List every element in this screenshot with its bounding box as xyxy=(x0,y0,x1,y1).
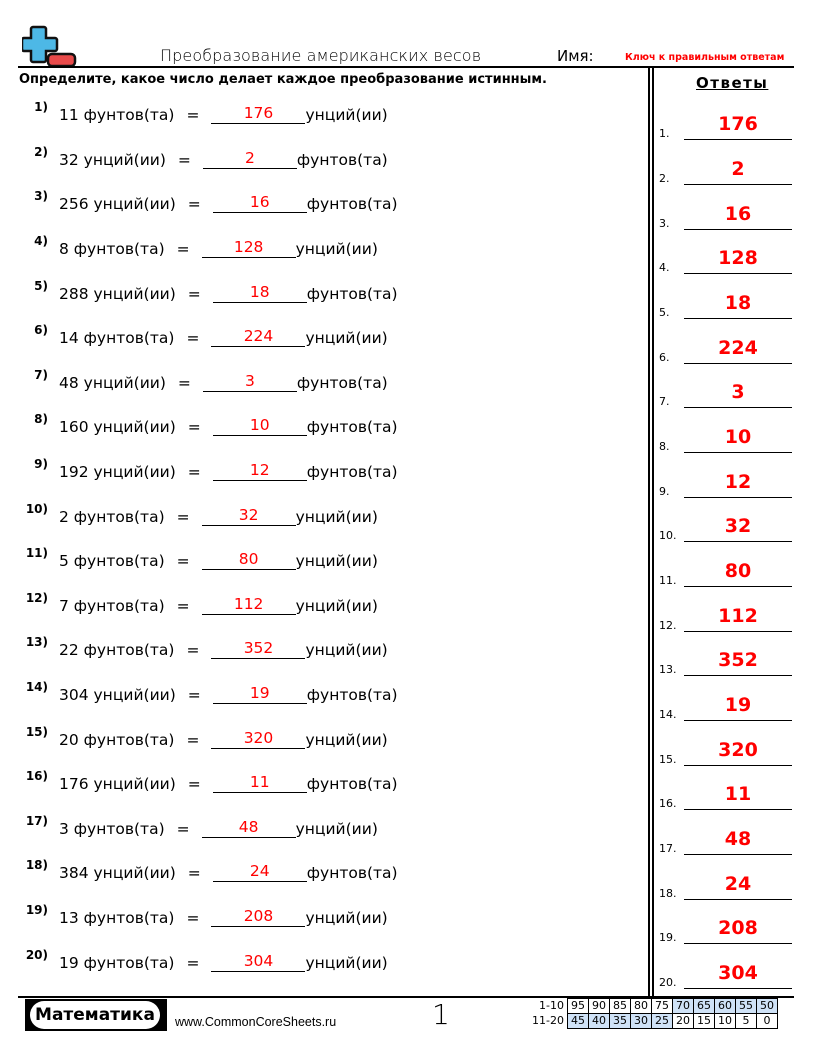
score-cell: 0 xyxy=(757,1014,778,1029)
answer-blank[interactable]: 16 xyxy=(213,192,307,213)
problem-number: 2) xyxy=(34,145,48,159)
answer-key-label: Ключ к правильным ответам xyxy=(625,52,785,63)
problem-value: 256 унций(ии) xyxy=(59,195,176,213)
score-cell: 30 xyxy=(631,1014,652,1029)
problem-value: 13 фунтов(та) xyxy=(59,909,175,927)
problem-value: 14 фунтов(та) xyxy=(59,329,175,347)
problem-number: 12) xyxy=(25,591,48,605)
problem-number: 16) xyxy=(25,769,48,783)
target-unit: фунтов(та) xyxy=(306,285,398,303)
equals-sign: = xyxy=(187,418,201,436)
answer-key-row xyxy=(659,246,794,274)
target-unit: унций(ии) xyxy=(295,552,378,570)
target-unit: фунтов(та) xyxy=(306,864,398,882)
answer-key-number: 10. xyxy=(659,529,677,542)
answer-key-value: 2 xyxy=(684,158,792,185)
answer-key-value: 224 xyxy=(684,337,792,364)
column-divider xyxy=(652,68,654,996)
equals-sign: = xyxy=(176,597,190,615)
answer-key-row xyxy=(659,425,794,453)
answer-blank[interactable]: 24 xyxy=(213,861,307,882)
score-cell: 20 xyxy=(673,1014,694,1029)
header-divider xyxy=(18,66,794,68)
answer-blank[interactable]: 19 xyxy=(213,683,307,704)
answer-key-row xyxy=(659,693,794,721)
score-row xyxy=(528,999,778,1014)
brand-badge xyxy=(25,999,167,1031)
problem-number: 20) xyxy=(25,948,48,962)
answer-key-value: 80 xyxy=(684,560,792,587)
answer-key-number: 18. xyxy=(659,887,677,900)
answer-key-row xyxy=(659,514,794,542)
problem-number: 17) xyxy=(25,814,48,828)
equals-sign: = xyxy=(187,775,201,793)
problem-number: 19) xyxy=(25,903,48,917)
equals-sign: = xyxy=(176,508,190,526)
score-cell: 70 xyxy=(673,999,694,1014)
answer-key-number: 19. xyxy=(659,931,677,944)
answer-blank[interactable]: 176 xyxy=(211,103,305,124)
answer-blank[interactable]: 352 xyxy=(211,638,305,659)
answer-key-number: 12. xyxy=(659,619,677,632)
equals-sign: = xyxy=(177,151,191,169)
answer-key-value: 11 xyxy=(684,783,792,810)
answer-key-number: 8. xyxy=(659,440,670,453)
score-cell: 85 xyxy=(610,999,631,1014)
problem-number: 7) xyxy=(34,368,48,382)
problem-value: 5 фунтов(та) xyxy=(59,552,165,570)
equals-sign: = xyxy=(176,820,190,838)
brand-label: Математика xyxy=(30,1001,160,1029)
equals-sign: = xyxy=(187,864,201,882)
score-cell: 25 xyxy=(652,1014,673,1029)
score-row-label: 11-20 xyxy=(532,1014,564,1027)
answer-key-number: 9. xyxy=(659,485,670,498)
problem-number: 4) xyxy=(34,234,48,248)
problem-value: 20 фунтов(та) xyxy=(59,731,175,749)
problem-number: 15) xyxy=(25,725,48,739)
answer-key-value: 24 xyxy=(684,873,792,900)
answer-key-value: 320 xyxy=(684,739,792,766)
answer-key-number: 1. xyxy=(659,127,670,140)
score-cell: 40 xyxy=(589,1014,610,1029)
equals-sign: = xyxy=(186,641,200,659)
equals-sign: = xyxy=(176,552,190,570)
answer-key-row xyxy=(659,872,794,900)
equals-sign: = xyxy=(186,106,200,124)
target-unit: фунтов(та) xyxy=(306,775,398,793)
score-table xyxy=(528,998,778,1029)
answers-title: Ответы xyxy=(696,74,769,92)
answer-key-number: 4. xyxy=(659,261,670,274)
problem-number: 5) xyxy=(34,279,48,293)
target-unit: унций(ии) xyxy=(305,731,388,749)
target-unit: унций(ии) xyxy=(295,820,378,838)
equals-sign: = xyxy=(176,240,190,258)
problem-number: 1) xyxy=(34,100,48,114)
score-cell: 80 xyxy=(631,999,652,1014)
score-cell: 95 xyxy=(568,999,589,1014)
answer-blank[interactable]: 304 xyxy=(211,951,305,972)
answer-key-row xyxy=(659,827,794,855)
answer-key-row xyxy=(659,738,794,766)
problem-value: 22 фунтов(та) xyxy=(59,641,175,659)
answer-blank[interactable]: 11 xyxy=(213,772,307,793)
problem-number: 6) xyxy=(34,323,48,337)
answer-key-row xyxy=(659,470,794,498)
answer-key-row xyxy=(659,112,794,140)
answer-key-value: 208 xyxy=(684,917,792,944)
problem-number: 8) xyxy=(34,412,48,426)
answer-key-number: 13. xyxy=(659,663,677,676)
answer-blank[interactable]: 32 xyxy=(202,505,296,526)
answer-blank[interactable]: 10 xyxy=(213,415,307,436)
problem-value: 384 унций(ии) xyxy=(59,864,176,882)
score-cell: 75 xyxy=(652,999,673,1014)
answer-blank[interactable]: 128 xyxy=(202,237,296,258)
equals-sign: = xyxy=(186,909,200,927)
score-cell: 10 xyxy=(715,1014,736,1029)
problem-value: 160 унций(ии) xyxy=(59,418,176,436)
answer-key-row xyxy=(659,157,794,185)
answer-key-number: 16. xyxy=(659,797,677,810)
answer-key-number: 3. xyxy=(659,217,670,230)
problem-value: 11 фунтов(та) xyxy=(59,106,175,124)
answer-key-value: 32 xyxy=(684,515,792,542)
score-cell: 65 xyxy=(694,999,715,1014)
answer-key-row xyxy=(659,559,794,587)
answer-blank[interactable]: 112 xyxy=(202,594,296,615)
answer-key-number: 14. xyxy=(659,708,677,721)
answer-blank[interactable]: 3 xyxy=(203,371,297,392)
answer-key-value: 112 xyxy=(684,605,792,632)
problem-number: 10) xyxy=(25,502,48,516)
target-unit: фунтов(та) xyxy=(306,686,398,704)
score-cell: 50 xyxy=(757,999,778,1014)
problem-value: 2 фунтов(та) xyxy=(59,508,165,526)
answer-key-row xyxy=(659,782,794,810)
equals-sign: = xyxy=(187,285,201,303)
answer-key-value: 128 xyxy=(684,247,792,274)
equals-sign: = xyxy=(187,686,201,704)
answer-key-row xyxy=(659,202,794,230)
answer-key-value: 19 xyxy=(684,694,792,721)
problem-value: 48 унций(ии) xyxy=(59,374,166,392)
problem-value: 32 унций(ии) xyxy=(59,151,166,169)
score-cell: 55 xyxy=(736,999,757,1014)
answer-blank[interactable]: 80 xyxy=(202,549,296,570)
answer-key-row xyxy=(659,648,794,676)
problem-number: 3) xyxy=(34,189,48,203)
problem-value: 7 фунтов(та) xyxy=(59,597,165,615)
problem-value: 176 унций(ии) xyxy=(59,775,176,793)
column-divider xyxy=(648,68,650,996)
worksheet-title: Преобразование американских весов xyxy=(160,46,482,65)
instructions: Определите, какое число делает каждое преобразование истинным. xyxy=(19,72,547,87)
math-logo-icon xyxy=(22,25,78,67)
answer-key-value: 304 xyxy=(684,962,792,989)
target-unit: унций(ии) xyxy=(295,597,378,615)
answer-key-value: 12 xyxy=(684,471,792,498)
answer-blank[interactable]: 18 xyxy=(213,282,307,303)
target-unit: унций(ии) xyxy=(305,329,388,347)
answer-key-value: 3 xyxy=(684,381,792,408)
score-cell: 45 xyxy=(568,1014,589,1029)
problem-value: 304 унций(ии) xyxy=(59,686,176,704)
score-cell: 90 xyxy=(589,999,610,1014)
problem-value: 3 фунтов(та) xyxy=(59,820,165,838)
target-unit: унций(ии) xyxy=(295,240,378,258)
answer-key-number: 6. xyxy=(659,351,670,364)
answer-key-number: 20. xyxy=(659,976,677,989)
target-unit: фунтов(та) xyxy=(296,374,388,392)
problem-number: 14) xyxy=(25,680,48,694)
problem-value: 8 фунтов(та) xyxy=(59,240,165,258)
answer-key-row xyxy=(659,380,794,408)
answer-blank[interactable]: 208 xyxy=(211,906,305,927)
answer-key-number: 15. xyxy=(659,753,677,766)
equals-sign: = xyxy=(187,463,201,481)
answer-key-value: 176 xyxy=(684,113,792,140)
answer-key-row xyxy=(659,291,794,319)
equals-sign: = xyxy=(187,195,201,213)
problem-value: 192 унций(ии) xyxy=(59,463,176,481)
answer-key-row xyxy=(659,961,794,989)
equals-sign: = xyxy=(177,374,191,392)
site-url: www.CommonCoreSheets.ru xyxy=(175,1015,337,1029)
target-unit: фунтов(та) xyxy=(306,418,398,436)
equals-sign: = xyxy=(186,731,200,749)
score-cell: 5 xyxy=(736,1014,757,1029)
answer-key-value: 48 xyxy=(684,828,792,855)
problem-number: 11) xyxy=(25,546,48,560)
problem-number: 9) xyxy=(34,457,48,471)
answer-key-number: 2. xyxy=(659,172,670,185)
answer-blank[interactable]: 320 xyxy=(211,728,305,749)
answer-key-number: 5. xyxy=(659,306,670,319)
answer-blank[interactable]: 224 xyxy=(211,326,305,347)
target-unit: унций(ии) xyxy=(295,508,378,526)
score-row xyxy=(528,1014,778,1029)
equals-sign: = xyxy=(186,329,200,347)
problem-number: 18) xyxy=(25,858,48,872)
score-cell: 35 xyxy=(610,1014,631,1029)
answer-key-row xyxy=(659,604,794,632)
answer-key-value: 352 xyxy=(684,649,792,676)
answer-key-value: 16 xyxy=(684,203,792,230)
target-unit: унций(ии) xyxy=(305,954,388,972)
score-cell: 15 xyxy=(694,1014,715,1029)
score-cell: 60 xyxy=(715,999,736,1014)
page-number: 1 xyxy=(432,998,450,1031)
problem-value: 19 фунтов(та) xyxy=(59,954,175,972)
answer-blank[interactable]: 2 xyxy=(203,148,297,169)
answer-blank[interactable]: 12 xyxy=(213,460,307,481)
problem-value: 288 унций(ии) xyxy=(59,285,176,303)
target-unit: фунтов(та) xyxy=(306,195,398,213)
answer-key-number: 7. xyxy=(659,395,670,408)
answer-key-row xyxy=(659,916,794,944)
target-unit: фунтов(та) xyxy=(306,463,398,481)
name-label: Имя: xyxy=(557,47,594,65)
answer-key-number: 17. xyxy=(659,842,677,855)
score-row-label: 1-10 xyxy=(539,999,564,1012)
target-unit: фунтов(та) xyxy=(296,151,388,169)
target-unit: унций(ии) xyxy=(305,106,388,124)
target-unit: унций(ии) xyxy=(305,641,388,659)
equals-sign: = xyxy=(186,954,200,972)
answer-key-value: 10 xyxy=(684,426,792,453)
answer-key-value: 18 xyxy=(684,292,792,319)
answer-key-row xyxy=(659,336,794,364)
target-unit: унций(ии) xyxy=(305,909,388,927)
answer-blank[interactable]: 48 xyxy=(202,817,296,838)
problem-number: 13) xyxy=(25,635,48,649)
answer-key-number: 11. xyxy=(659,574,677,587)
